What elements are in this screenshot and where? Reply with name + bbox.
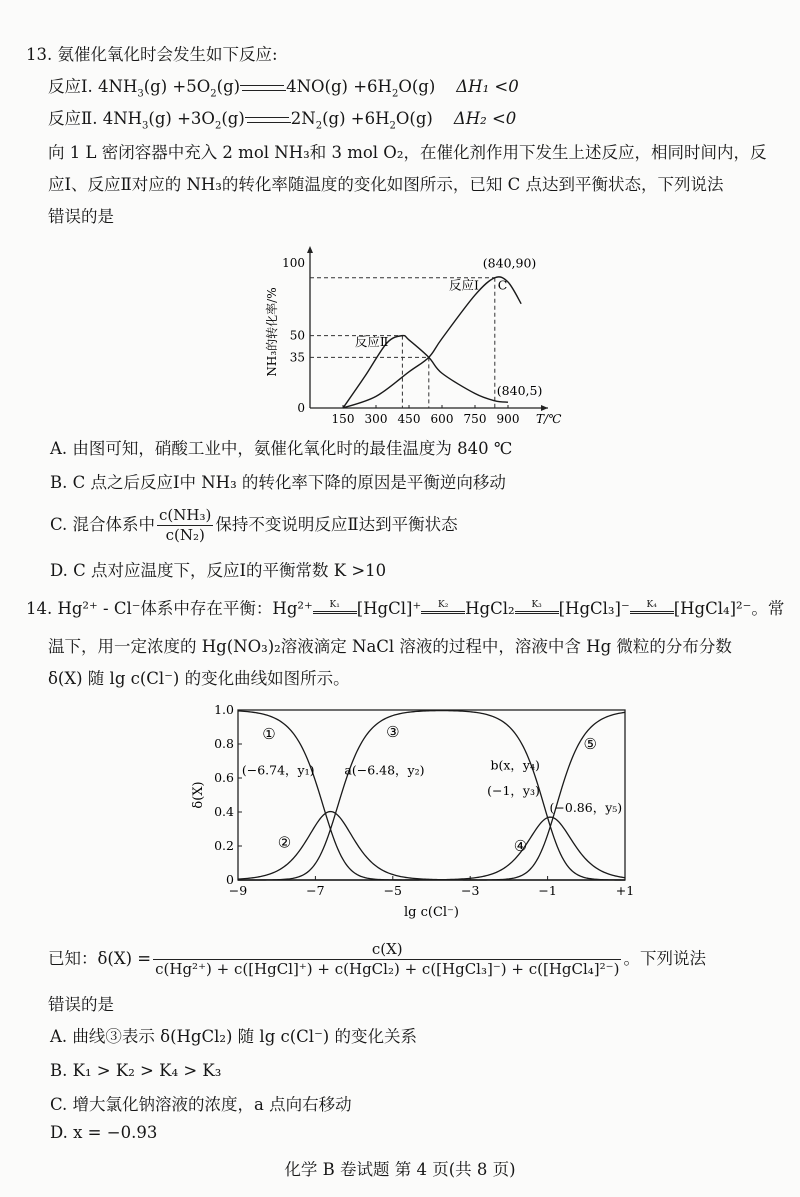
q14-known-tail: 错误的是 bbox=[48, 995, 114, 1014]
y-axis-arrow-icon bbox=[307, 246, 313, 253]
x-tick-label: −3 bbox=[460, 883, 480, 898]
page-footer: 化学 B 卷试题 第 4 页(共 8 页) bbox=[284, 1160, 516, 1179]
annotation-label: a(−6.48，y₂) bbox=[344, 762, 425, 778]
q13-option-b: B. C 点之后反应Ⅰ中 NH₃ 的转化率下降的原因是平衡逆向移动 bbox=[50, 473, 506, 492]
series-curve-2-line bbox=[238, 812, 625, 880]
fraction: $\frac{\text{c(NH₃)}}{\text{c(N₂)}}$ bbox=[159, 506, 212, 544]
x-axis-label: lg c(Cl⁻) bbox=[403, 905, 460, 920]
q13-reaction-1: 反应Ⅰ. $4NH_3(g) +5O_2(g)$ $4NO(g) +6H_2O(g)$ ΔH₁ <0 bbox=[48, 77, 519, 100]
annotation-label: 反应Ⅱ bbox=[354, 333, 389, 349]
equilibrium-arrow-icon bbox=[245, 114, 291, 126]
q13-reaction-2: 反应Ⅱ. $4NH_3(g) +3O_2(g)$ $2N_2(g) +6H_2O(g)$ ΔH₂ <0 bbox=[48, 109, 517, 132]
q13-paragraph-line-1: 向 1 L 密闭容器中充入 2 mol NH₃和 3 mol O₂，在催化剂作用下发生上述反应，相同时间内，反 bbox=[48, 143, 767, 162]
annotation-label: (840,5) bbox=[496, 382, 543, 398]
q14-option-c: C. 增大氯化钠溶液的浓度，a 点向右移动 bbox=[50, 1095, 352, 1114]
q13-conversion-chart bbox=[250, 238, 570, 428]
x-tick-label: −5 bbox=[383, 883, 403, 898]
y-axis-label: NH₃的转化率/% bbox=[265, 287, 279, 377]
y-tick-label: 0.6 bbox=[214, 770, 234, 785]
q13-paragraph-line-2: 应Ⅰ、反应Ⅱ对应的 NH₃的转化率随温度的变化如图所示，已知 C 点达到平衡状态，下列说法 bbox=[48, 175, 724, 194]
equilibrium-arrow-icon bbox=[240, 82, 286, 94]
y-tick-label: 100 bbox=[282, 256, 305, 271]
q13-option-a: A. 由图可知，硝酸工业中，氨催化氧化时的最佳温度为 840 ℃ bbox=[50, 439, 513, 458]
q13-paragraph-line-3: 错误的是 bbox=[48, 207, 114, 226]
q14-known-formula: 已知：δ(X) = $\frac{c(X)}{\text{c(Hg²⁺) + c([HgCl]⁺) + c(HgCl₂) + c([HgCl₃]⁻) + c([HgCl₄]²⁻)}}$ 。下列说法 bbox=[48, 940, 706, 978]
x-tick-label: 600 bbox=[430, 412, 454, 426]
annotation-label: (−1，y₃) bbox=[487, 783, 540, 798]
y-axis-label: δ(X) bbox=[191, 781, 206, 809]
q14-option-b: B. K₁ > K₂ > K₄ > K₃ bbox=[50, 1061, 222, 1080]
equilibrium-k1-arrow-icon: K₁ bbox=[313, 601, 357, 619]
series-curve-2-label: ② bbox=[277, 833, 292, 852]
y-tick-label: 0.8 bbox=[214, 736, 234, 751]
fraction: $\frac{c(X)}{\text{c(Hg²⁺) + c([HgCl]⁺) + c(HgCl₂) + c([HgCl₃]⁻) + c([HgCl₄]²⁻)}}$ bbox=[155, 940, 620, 978]
x-tick-label: 900 bbox=[496, 412, 520, 426]
q13-stem: 13. 氨催化氧化时会发生如下反应: bbox=[26, 45, 278, 64]
y-tick-label: 0.2 bbox=[214, 838, 234, 853]
x-tick-label: 150 bbox=[331, 412, 355, 426]
y-tick-label: 0 bbox=[226, 872, 234, 887]
q13-option-c: C. 混合体系中 $\frac{\text{c(NH₃)}}{\text{c(N₂)}}$ 保持不变说明反应Ⅱ达到平衡状态 bbox=[50, 506, 458, 544]
annotation-label: b(x，y₄) bbox=[490, 757, 540, 773]
series-curve-1-label: ① bbox=[262, 724, 276, 743]
x-tick-label: +1 bbox=[615, 883, 635, 898]
q14-stem-line-1: 14. Hg²⁺ - Cl⁻体系中存在平衡：Hg²⁺ K₁ [HgCl]⁺ K₂ HgCl₂ K₃ [HgCl₃]⁻ K₄ [HgCl₄]²⁻。常 bbox=[26, 599, 785, 618]
x-axis-arrow-icon bbox=[541, 405, 548, 411]
x-tick-label: 750 bbox=[463, 412, 487, 426]
annotation-label: 反应Ⅰ bbox=[449, 277, 479, 293]
annotation-label: (840,90) bbox=[482, 255, 537, 271]
y-tick-label: 0 bbox=[297, 401, 305, 415]
annotation-label: (−0.86，y₅) bbox=[549, 800, 623, 815]
q14-option-d: D. x = −0.93 bbox=[50, 1123, 158, 1142]
q14-stem-line-2: 温下，用一定浓度的 Hg(NO₃)₂溶液滴定 NaCl 溶液的过程中，溶液中含 Hg 微粒的分布分数 bbox=[48, 637, 732, 656]
y-tick-label: 50 bbox=[289, 328, 305, 343]
equilibrium-k4-arrow-icon: K₄ bbox=[630, 601, 674, 619]
q14-option-a: A. 曲线③表示 δ(HgCl₂) 随 lg c(Cl⁻) 的变化关系 bbox=[50, 1027, 417, 1046]
series-curve-5-label: ⑤ bbox=[583, 735, 597, 753]
x-tick-label: −1 bbox=[538, 883, 557, 898]
y-tick-label: 0.4 bbox=[214, 804, 234, 819]
series-curve-4-line bbox=[238, 817, 625, 880]
q13-option-d: D. C 点对应温度下，反应Ⅰ的平衡常数 K >10 bbox=[50, 561, 387, 580]
equilibrium-k2-arrow-icon: K₂ bbox=[421, 601, 465, 619]
q14-distribution-chart bbox=[190, 700, 650, 922]
x-tick-label: −9 bbox=[228, 883, 248, 898]
x-tick-label: 300 bbox=[364, 412, 388, 426]
x-tick-label: −7 bbox=[306, 883, 325, 898]
series-curve-3-label: ③ bbox=[386, 723, 400, 742]
x-tick-label: 450 bbox=[397, 412, 421, 426]
x-axis-label: T/℃ bbox=[536, 412, 562, 426]
y-tick-label: 1.0 bbox=[214, 702, 234, 717]
annotation-label: C bbox=[497, 277, 508, 293]
equilibrium-k3-arrow-icon: K₃ bbox=[515, 601, 559, 619]
annotation-label: (−6.74，y₁) bbox=[241, 762, 315, 778]
q14-stem-line-3: δ(X) 随 lg c(Cl⁻) 的变化曲线如图所示。 bbox=[48, 669, 350, 688]
y-tick-label: 35 bbox=[289, 350, 305, 365]
series-curve-4-label: ④ bbox=[513, 837, 528, 855]
